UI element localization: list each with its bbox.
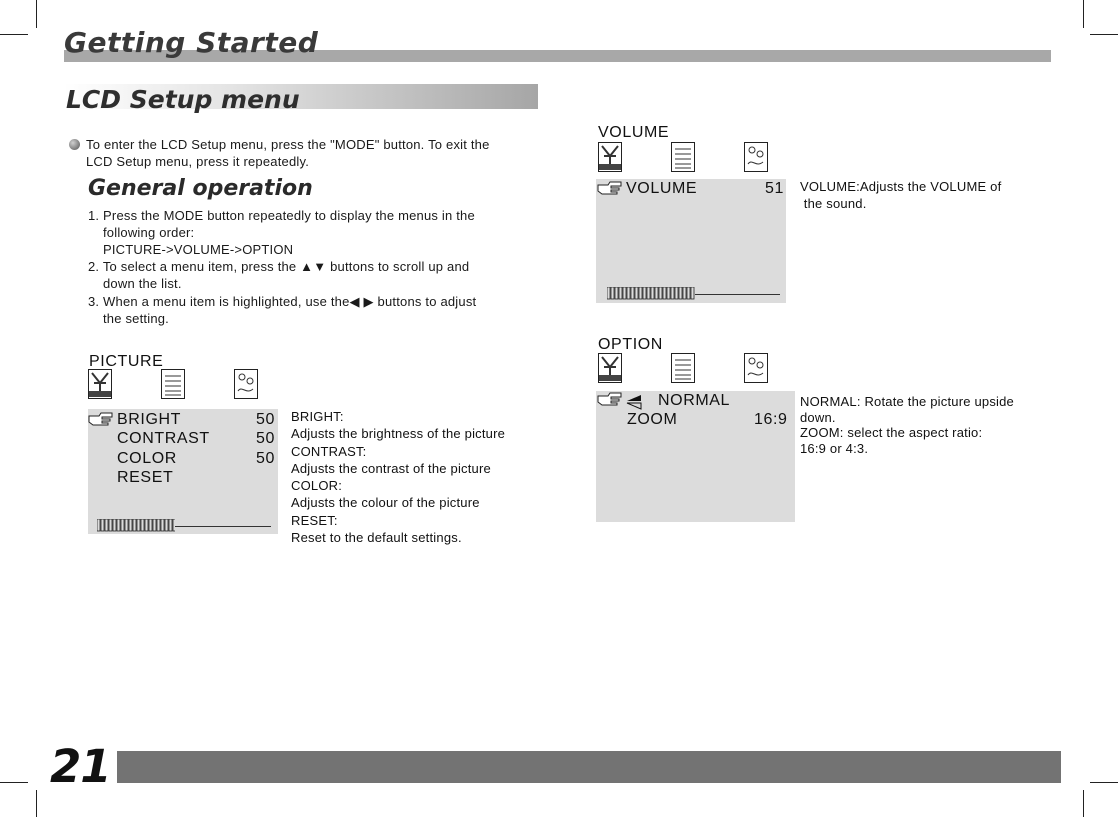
picture-desc-line: BRIGHT: xyxy=(291,409,344,424)
list-icon xyxy=(671,353,695,383)
bullet-icon xyxy=(69,139,80,150)
crop-mark xyxy=(1090,782,1118,783)
page-number: 21 xyxy=(50,740,111,793)
option-desc-line: 16:9 or 4:3. xyxy=(800,441,869,456)
intro-line: LCD Setup menu, press it repeatedly. xyxy=(86,154,310,169)
instruction-line: 1. Press the MODE button repeatedly to display the menus in the xyxy=(88,208,475,223)
crop-mark xyxy=(36,790,37,817)
section-title: LCD Setup menu xyxy=(66,85,300,114)
volume-level-bar[interactable] xyxy=(607,287,780,300)
crop-mark xyxy=(0,782,28,783)
option-menu-label: OPTION xyxy=(598,336,663,353)
picture-desc-line: Adjusts the brightness of the picture xyxy=(291,426,506,441)
settings-icon xyxy=(744,142,768,172)
pointer-hand-icon xyxy=(88,412,114,427)
option-menu-panel xyxy=(596,391,795,522)
picture-desc-line: COLOR: xyxy=(291,478,343,493)
picture-row-name[interactable]: BRIGHT xyxy=(117,411,182,428)
crop-mark xyxy=(0,34,28,35)
crop-mark xyxy=(1090,34,1118,35)
crop-mark xyxy=(1083,790,1084,817)
picture-row-name[interactable]: RESET xyxy=(117,469,174,486)
footer-bar xyxy=(117,751,1061,783)
picture-icon xyxy=(598,353,622,383)
picture-icon xyxy=(88,369,112,399)
intro-line: To enter the LCD Setup menu, press the "MODE" button. To exit the xyxy=(86,137,490,152)
instruction-line: the setting. xyxy=(103,311,169,326)
volume-row-name[interactable]: VOLUME xyxy=(626,180,698,197)
picture-icon xyxy=(598,142,622,172)
pointer-hand-icon xyxy=(597,392,623,407)
picture-row-value: 50 xyxy=(256,411,275,428)
picture-desc-line: Reset to the default settings. xyxy=(291,530,462,545)
level-bar-fill xyxy=(607,287,695,300)
list-icon xyxy=(161,369,185,399)
volume-desc-line: the sound. xyxy=(800,196,867,211)
instruction-line: following order: xyxy=(103,225,195,240)
picture-row-name[interactable]: COLOR xyxy=(117,450,177,467)
volume-menu-label: VOLUME xyxy=(598,124,670,141)
option-row-name[interactable]: NORMAL xyxy=(658,392,731,409)
settings-icon xyxy=(234,369,258,399)
option-row-name[interactable]: ZOOM xyxy=(627,411,678,428)
crop-mark xyxy=(36,0,37,28)
picture-level-bar[interactable] xyxy=(97,519,271,532)
option-desc-line: NORMAL: Rotate the picture upside xyxy=(800,394,1014,409)
picture-menu-label: PICTURE xyxy=(89,353,164,370)
volume-menu-panel xyxy=(596,179,786,303)
list-icon xyxy=(671,142,695,172)
picture-row-name[interactable]: CONTRAST xyxy=(117,430,210,447)
level-bar-track xyxy=(175,526,271,527)
instruction-line: 3. When a menu item is highlighted, use the◀ ▶ buttons to adjust xyxy=(88,294,477,309)
volume-row-value: 51 xyxy=(765,180,784,197)
instruction-line: PICTURE->VOLUME->OPTION xyxy=(103,242,294,257)
instruction-line: 2. To select a menu item, press the ▲▼ buttons to scroll up and xyxy=(88,259,470,274)
settings-icon xyxy=(744,353,768,383)
picture-row-value: 50 xyxy=(256,430,275,447)
picture-desc-line: RESET: xyxy=(291,513,338,528)
instruction-line: down the list. xyxy=(103,276,182,291)
crop-mark xyxy=(1083,0,1084,28)
level-bar-fill xyxy=(97,519,175,532)
picture-desc-line: Adjusts the contrast of the picture xyxy=(291,461,491,476)
level-bar-track xyxy=(695,294,780,295)
option-desc-line: down. xyxy=(800,410,836,425)
picture-row-value: 50 xyxy=(256,450,275,467)
pointer-hand-icon xyxy=(597,181,623,196)
option-row-value: 16:9 xyxy=(754,411,788,428)
general-operation-title: General operation xyxy=(88,176,313,201)
picture-menu-panel xyxy=(88,409,278,534)
volume-desc-line: VOLUME:Adjusts the VOLUME of xyxy=(800,179,1002,194)
picture-desc-line: Adjusts the colour of the picture xyxy=(291,495,480,510)
page-title: Getting Started xyxy=(64,26,319,59)
rotate-arrow-icon[interactable] xyxy=(626,394,642,410)
picture-desc-line: CONTRAST: xyxy=(291,444,367,459)
option-desc-line: ZOOM: select the aspect ratio: xyxy=(800,425,983,440)
